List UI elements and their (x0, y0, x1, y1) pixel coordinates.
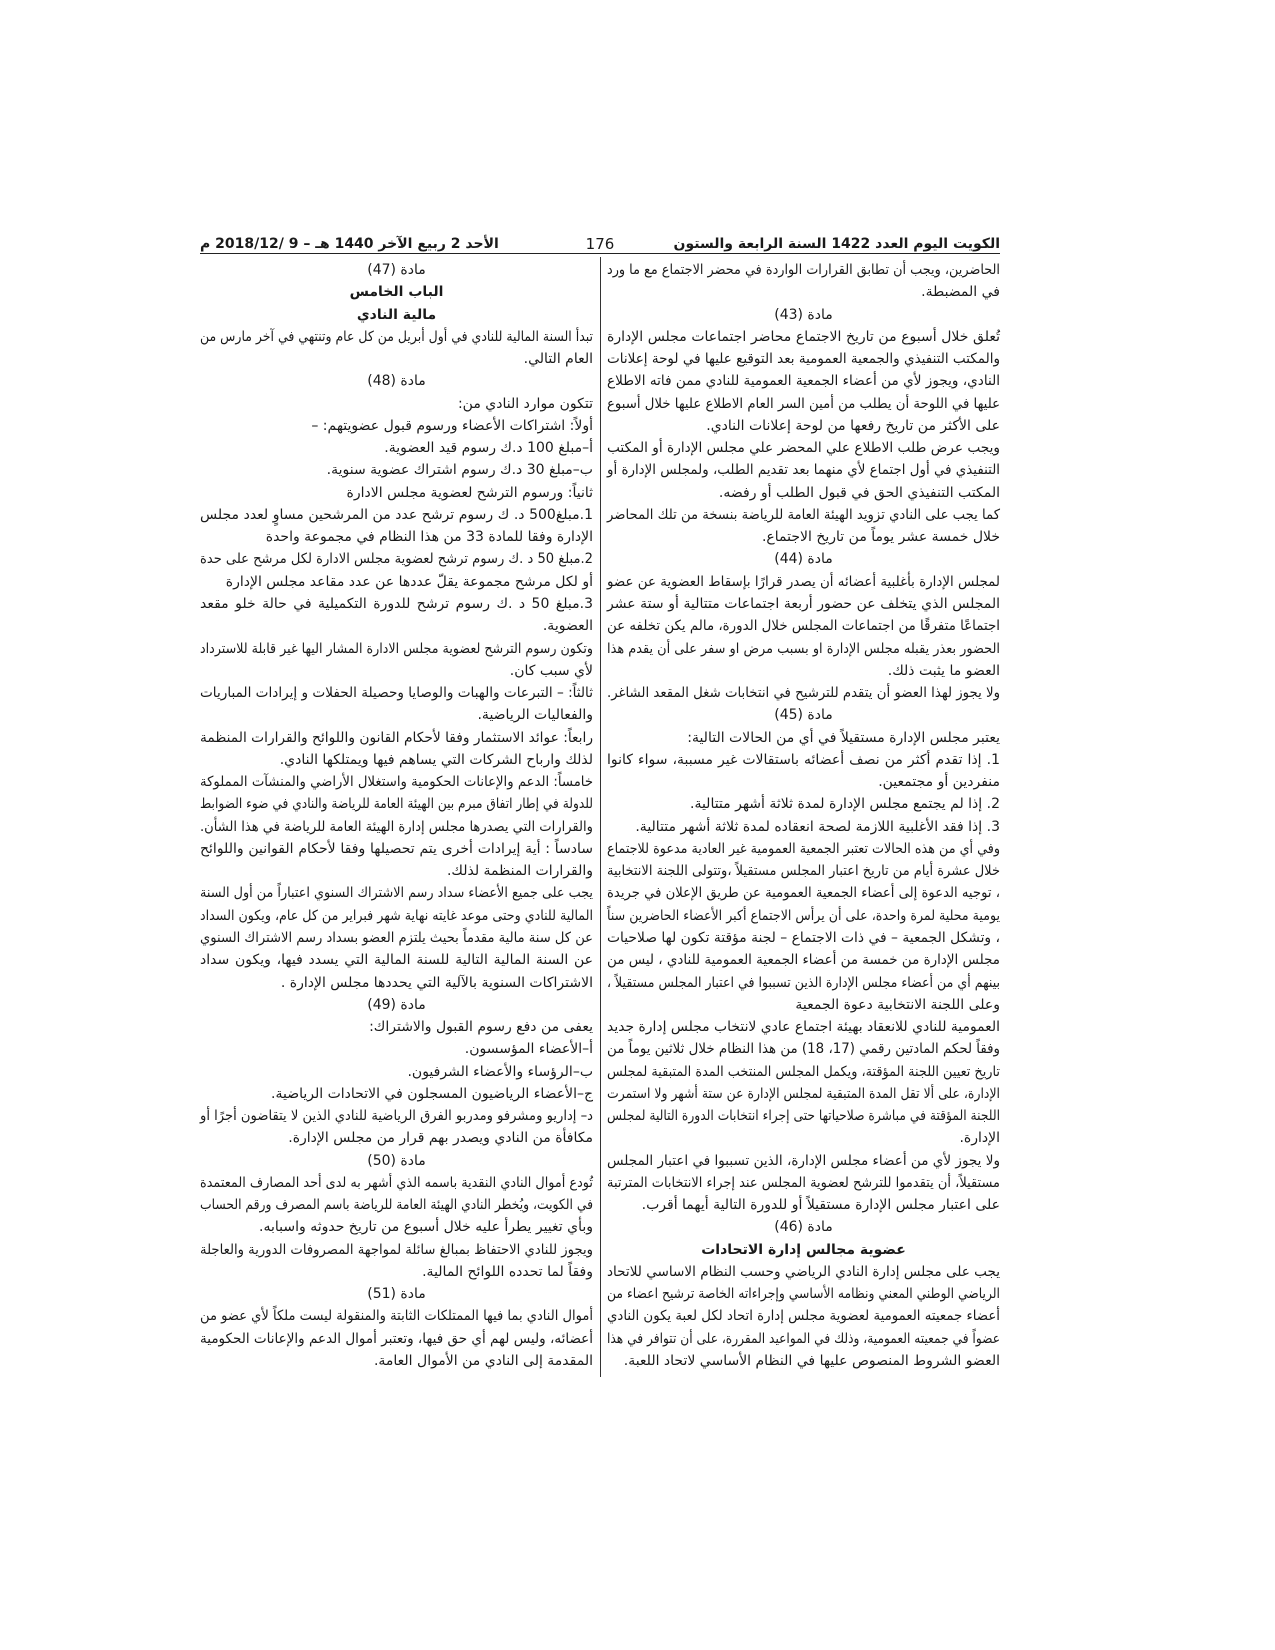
text-line: يعتبر مجلس الإدارة مستقيلاً في أي من الحالات التالية: (687, 729, 1000, 746)
text-line: العام التالي. (523, 351, 593, 368)
text-line: تُودع أموال النادي النقدية باسمه الذي أشهر به لدى أحد المصارف المعتمدة (199, 1174, 593, 1191)
paragraph (200, 504, 593, 549)
paragraph (200, 727, 593, 772)
text-line: أ–الأعضاء المؤسسون. (464, 1041, 593, 1058)
paragraph (607, 1261, 1000, 1372)
paragraph (200, 459, 593, 481)
text-line: ثالثاً: – التبرعات والهبات والوصايا وحصيلة الحفلات و إيرادات المباريات (200, 685, 594, 702)
text-line: يجب على جميع الأعضاء سداد رسم الاشتراك السنوي اعتباراً من أول السنة (199, 885, 593, 902)
text-line: أموال النادي بما فيها الممتلكات الثابتة والمنقولة ليست ملكاً لأي عضو من (200, 1308, 593, 1325)
text-line: ثانياً: ورسوم الترشح لعضوية مجلس الادارة (346, 484, 593, 501)
article-heading: مادة (45) (774, 707, 833, 724)
text-line: تُعلق خلال أسبوع من تاريخ الاجتماع محاضر اجتماعات مجلس الإدارة (607, 328, 1000, 345)
text-line: أولاً: اشتراكات الأعضاء ورسوم قبول عضويتهم: – (311, 417, 593, 434)
paragraph (200, 1083, 593, 1105)
paragraph (607, 1150, 1000, 1217)
paragraph (200, 1305, 593, 1372)
paragraph (200, 1061, 593, 1083)
text-line: تاريخ تعيين اللجنة المؤقتة، ويكمل المجلس المنتخب المدة المتبقية لمجلس (606, 1063, 1000, 1080)
text-line: عن السنة المالية التالية للسنة المالية التي يسدد فيها، ويكون سداد (200, 952, 593, 969)
text-line: الإدارة وفقا للمادة 33 من هذا النظام في مجموعة واحدة (265, 529, 593, 546)
article-heading: مادة (47) (367, 262, 426, 278)
text-line: العضو ما يثبت ذلك. (887, 662, 1000, 679)
text-line: أ–مبلغ 100 د.ك رسوم قيد العضوية. (384, 440, 593, 457)
paragraph (607, 749, 1000, 794)
text-line: يومية محلية لمرة واحدة، على أن يرأس الاجتماع أكبر الأعضاء الحاضرين سناً (607, 907, 1000, 924)
text-line: وبأي تغيير يطرأ عليه خلال أسبوع من تاريخ حدوثه واسبابه. (259, 1219, 593, 1236)
paragraph (200, 548, 593, 593)
text-line: 1. إذا تقدم أكثر من نصف أعضائه باستقالات غير مسببة، سواء كانوا (607, 751, 1000, 768)
paragraph (607, 838, 1000, 1016)
text-line: الإدارة. (959, 1130, 1000, 1147)
paragraph (607, 816, 1000, 838)
header-rule (200, 253, 1000, 254)
text-line: على اعتبار مجلس الإدارة مستقيلاً أو للدورة التالية أيهما أقرب. (641, 1197, 1000, 1214)
text-line: عليها في اللوحة أن يطلب من أمين السر العام الاطلاع عليها خلال أسبوع (607, 395, 1000, 412)
text-line: وفقاً لما تحدده اللوائح المالية. (422, 1263, 593, 1280)
text-line: خلال عشرة أيام من تاريخ اعتبار المجلس مستقيلاً ،وتتولى اللجنة الانتخابية (606, 863, 1000, 880)
text-line: النادي، ويجوز لأي من أعضاء الجمعية العمومية للنادي ممن فاته الاطلاع (606, 373, 1000, 390)
text-line: أعضائه، وليس لهم أي حق فيها، وتعتبر أموال الدعم والإعانات الحكومية (199, 1330, 593, 1347)
paragraph (200, 1016, 593, 1038)
text-line: يجب على مجلس إدارة النادي الرياضي وحسب النظام الاساسي للاتحاد (607, 1263, 1000, 1280)
text-line: الإدارة، على ألا تقل المدة المتبقية لمجلس الإدارة عن ستة أشهر ولا استمرت (607, 1085, 1000, 1102)
text-line: ويجب عرض طلب الاطلاع علي المحضر علي مجلس الإدارة أو المكتب (606, 440, 1000, 457)
paragraph (607, 437, 1000, 504)
text-line: خلال خمسة عشر يوماً من تاريخ الاجتماع. (761, 529, 1000, 546)
text-line: الحاضرين، ويجب أن تطابق القرارات الواردة في محضر الاجتماع مع ما ورد (606, 262, 1000, 278)
text-line: أو لكل مرشح مجموعة يقلّ عددها عن عدد مقاعد مجلس الإدارة (225, 573, 593, 590)
paragraph (200, 1239, 593, 1284)
paragraph (607, 504, 1000, 549)
text-line: وفي أي من هذه الحالات تعتبر الجمعية العمومية غير العادية مدعوة للاجتماع (606, 840, 1000, 857)
article-heading: مادة (48) (367, 373, 426, 390)
paragraph (607, 793, 1000, 815)
text-line: كما يجب على النادي تزويد الهيئة العامة للرياضة بنسخة من تلك المحاضر (607, 506, 1000, 523)
text-line: خامساً: الدعم والإعانات الحكومية واستغلال الأراضي والمنشآت المملوكة (199, 774, 593, 791)
paragraph (607, 326, 1000, 437)
text-line: وعلى اللجنة الانتخابية دعوة الجمعية (795, 996, 1000, 1013)
paragraph (607, 682, 1000, 704)
page-number: 176 (585, 235, 615, 253)
text-line: والقرارات التي يصدرها مجلس إدارة الهيئة العامة للرياضة في هذا الشأن. (199, 818, 593, 835)
paragraph (200, 838, 593, 883)
text-line: مكافأة من النادي ويصدر بهم قرار من مجلس الإدارة. (288, 1130, 593, 1147)
paragraph (200, 593, 593, 638)
text-line: الاشتراكات السنوية بالآلية التي يحددها مجلس الإدارة . (280, 974, 593, 991)
section-title: الباب الخامس (349, 284, 444, 301)
text-line: تتكون موارد النادي من: (457, 395, 593, 412)
text-line: ويجوز للنادي الاحتفاظ بمبالغ سائلة لمواجهة المصروفات الدورية والعاجلة (199, 1241, 593, 1258)
paragraph (200, 415, 593, 437)
text-line: للدولة في إطار اتفاق مبرم بين الهيئة العامة للرياضة والنادي في ضوء الضوابط (199, 796, 593, 813)
text-line: العمومية للنادي للانعقاد بهيئة اجتماع عادي لانتخاب مجلس إدارة جديد (607, 1019, 1000, 1036)
text-line: ، توجيه الدعوة إلى أعضاء الجمعية العمومية عن طريق الإعلان في جريدة (606, 885, 1000, 902)
text-line: لمجلس الإدارة بأغلبية أعضائه أن يصدر قرارًا بإسقاط العضوية عن عضو (607, 573, 1000, 590)
paragraph (607, 571, 1000, 682)
text-line: اجتماعًا متفرقًا من اجتماعات المجلس خلال الدورة، مالم يكن تخلفه عن (606, 618, 1000, 635)
text-line: والقرارات المنظمة لذلك. (446, 863, 593, 880)
text-line: مجلس الإدارة من خمسة من أعضاء الجمعية العمومية للنادي ، ليس من (607, 952, 1000, 969)
paragraph (607, 727, 1000, 749)
text-line: والمكتب التنفيذي والجمعية العمومية بعد التوقيع عليها في لوحة إعلانات (607, 351, 1000, 368)
text-line: على الأكثر من تاريخ رفعها من لوحة إعلانات النادي. (706, 417, 1000, 434)
text-line: منفردين أو مجتمعين. (878, 774, 1000, 791)
text-line: 3.مبلغ 50 د .ك رسوم ترشح للدورة التكميلية في حالة خلو مقعد (200, 595, 593, 612)
paragraph (607, 1016, 1000, 1150)
text-line: لأي سبب كان. (509, 662, 593, 679)
article-heading: مادة (49) (367, 996, 426, 1013)
text-line: الرياضي الوطني المعني ونظامه الأساسي وإجراءاته الخاصة ترشيح اعضاء من (607, 1286, 1000, 1303)
text-line: 3. إذا فقد الأغلبية اللازمة لصحة انعقاده لمدة ثلاثة أشهر متتالية. (635, 818, 1000, 835)
article-heading: مادة (46) (774, 1219, 833, 1236)
article-heading: مادة (44) (774, 551, 833, 568)
paragraph (200, 326, 593, 371)
text-line: ب–مبلغ 30 د.ك رسوم اشتراك عضوية سنوية. (326, 462, 593, 479)
paragraph (607, 259, 1000, 304)
text-line: ولا يجوز لأي من أعضاء مجلس الإدارة، الذين تسببوا في اعتبار المجلس (607, 1152, 1000, 1169)
text-line: ج–الأعضاء الرياضيون المسجلون في الاتحادات الرياضية. (271, 1085, 593, 1102)
text-line: 1.مبلغ500 د. ك رسوم ترشح عدد من المرشحين مساوٍ لعدد مجلس (200, 506, 593, 523)
text-line: لذلك وارباح الشركات التي يساهم فيها ويمتلكها النادي. (279, 751, 593, 768)
text-line: تبدأ السنة المالية للنادي في أول أبريل من كل عام وتنتهي في آخر مارس من (200, 328, 593, 345)
text-line: التنفيذي في أول اجتماع لأي منهما بعد تقديم الطلب، ولمجلس الإدارة أو (607, 462, 1000, 479)
text-line: المكتب التنفيذي الحق في قبول الطلب أو رفضه. (718, 484, 1000, 501)
text-line: والفعاليات الرياضية. (477, 707, 593, 724)
text-line: رابعاً: عوائد الاستثمار وفقا لأحكام القانون واللوائح والقرارات المنظمة (199, 729, 593, 746)
left-column (200, 259, 593, 1372)
text-line: سادساً : أية إيرادات أخرى يتم تحصيلها وفقا لأحكام القوانين واللوائح (200, 840, 593, 857)
paragraph (200, 638, 593, 683)
text-line: ولا يجوز لهذا العضو أن يتقدم للترشيح في انتخابات شغل المقعد الشاغر. (606, 685, 1000, 702)
text-line: وفقاً لحكم المادتين رقمي (17، 18) من هذا النظام خلال ثلاثين يوماً من (607, 1041, 1000, 1058)
text-line: العضو الشروط المنصوص عليها في النظام الأساسي لاتحاد اللعبة. (623, 1353, 1000, 1370)
text-line: الحضور بعذر يقبله مجلس الإدارة او بسبب مرض او سفر على أن يقدم هذا (606, 640, 1000, 657)
text-line: عضواً في جمعيته العمومية، وذلك في المواعيد المقررة، على أن تتوافر في هذا (607, 1330, 1000, 1347)
paragraph (200, 482, 593, 504)
text-line: المجلس الذي يتخلف عن حضور أربعة اجتماعات متتالية أو ستة عشر (607, 595, 1000, 612)
text-line: المقدمة إلى النادي من الأموال العامة. (373, 1353, 593, 1370)
text-line: اللجنة المؤقتة في مباشرة صلاحياتها حتى إجراء انتخابات الدورة التالية لمجلس (606, 1108, 1000, 1125)
text-line: المالية للنادي وحتى موعد غايته نهاية شهر فبراير من كل عام، ويكون السداد (200, 907, 594, 924)
paragraph (200, 1038, 593, 1060)
text-line: عن كل سنة مالية مقدماً بحيث يلتزم العضو بسداد رسم الاشتراك السنوي (199, 929, 593, 946)
text-line: مستقيلاً، أن يتقدموا للترشح لعضوية المجلس عند إجراء الانتخابات المترتبة (607, 1174, 1000, 1191)
paragraph (200, 393, 593, 415)
text-line: ، وتشكل الجمعية – في ذات الاجتماع – لجنة مؤقتة تكون لها صلاحيات (606, 929, 1000, 946)
text-line: ب–الرؤساء والأعضاء الشرفيون. (407, 1063, 593, 1080)
text-line: أعضاء جمعيته العمومية لعضوية مجلس إدارة اتحاد لكل لعبة يكون النادي (607, 1308, 1000, 1325)
text-line: 2.مبلغ 50 د .ك رسوم ترشح لعضوية مجلس الادارة لكل مرشح على حدة (199, 551, 593, 568)
article-heading: مادة (50) (367, 1152, 426, 1169)
text-line: يعفى من دفع رسوم القبول والاشتراك: (369, 1019, 593, 1036)
article-heading: مادة (43) (774, 306, 833, 323)
text-line: في المضبطة. (921, 284, 1000, 301)
paragraph (200, 882, 593, 993)
column-divider (600, 257, 601, 1377)
publication-info: الكويت اليوم العدد 1422 السنة الرابعة والستون (673, 236, 1000, 252)
paragraph (200, 1172, 593, 1239)
text-line: وتكون رسوم الترشح لعضوية مجلس الادارة المشار اليها غير قابلة للاسترداد (200, 640, 594, 657)
text-line: 2. إذا لم يجتمع مجلس الإدارة لمدة ثلاثة أشهر متتالية. (690, 796, 1000, 813)
paragraph (200, 1105, 593, 1150)
article-heading: مادة (51) (367, 1286, 426, 1303)
paragraph (200, 771, 593, 838)
paragraph (200, 682, 593, 727)
right-column (607, 259, 1000, 1372)
paragraph (200, 437, 593, 459)
text-line: بينهم أي من أعضاء مجلس الإدارة الذين تسببوا في اعتبار المجلس مستقيلاً ، (606, 974, 1000, 991)
issue-date: الأحد 2 ربيع الآخر 1440 هـ – 9 /2018/12 م (200, 236, 499, 252)
section-title: عضوية مجالس إدارة الاتحادات (701, 1241, 906, 1258)
text-line: د– إداريو ومشرفو ومدربو الفرق الرياضية للنادي الذين لا يتقاضون أجرًا أو (200, 1108, 593, 1125)
text-line: في الكويت، ويُخطر النادي الهيئة العامة للرياضة باسم المصرف ورقم الحساب (200, 1197, 593, 1214)
text-line: العضوية. (542, 618, 593, 635)
section-title: مالية النادي (356, 306, 437, 323)
